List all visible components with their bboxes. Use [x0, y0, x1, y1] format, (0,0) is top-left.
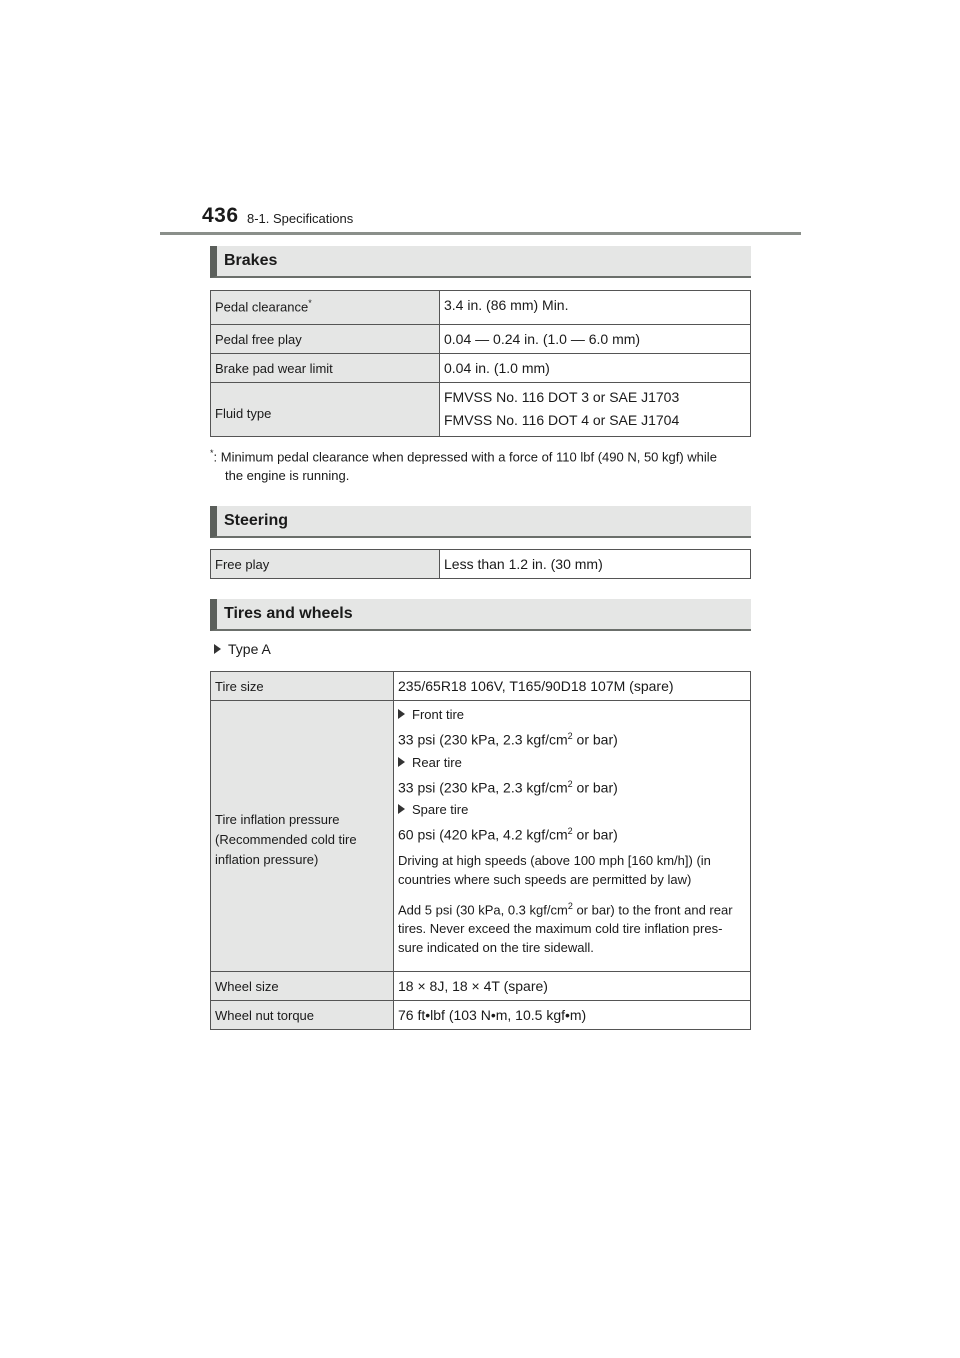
- spare-tire-value: 60 psi (420 kPa, 4.2 kgf/$cm^2$ or bar): [398, 826, 618, 843]
- front-tire-label: Front tire: [398, 707, 746, 722]
- type-a-heading: Type A: [214, 641, 271, 657]
- triangle-bullet-icon: [398, 757, 405, 767]
- row-value: [440, 383, 751, 437]
- tires-table: [210, 671, 751, 1030]
- brakes-heading: [210, 246, 751, 278]
- tires-heading: [210, 599, 751, 631]
- fluid-type-1: FMVSS No. 116 DOT 3 or SAE J1703: [444, 389, 680, 405]
- row-value: 76 ft•lbf (103 N•m, 10.5 kgf•m): [394, 1001, 751, 1030]
- row-value: 3.4 in. (86 mm) Min.: [440, 291, 751, 325]
- table-row: [211, 701, 751, 972]
- section-label: 8-1. Specifications: [247, 211, 354, 226]
- table-row: [211, 1001, 751, 1030]
- page-number: 436: [202, 204, 239, 227]
- high-speed-note: Driving at high speeds (above 100 mph [160 km/h]) (in countries where such speeds are permitted by law): [398, 852, 711, 887]
- row-value: 18 × 8J, 18 × 4T (spare): [394, 972, 751, 1001]
- add-pressure-note: Add 5 psi (30 kPa, 0.3 kgf/$cm^2$ or bar) to the front and rear tires. Never exceed the maximum cold tire inflation pres-sure indicated on the tire sidewall.: [398, 900, 733, 956]
- brakes-title: Brakes: [224, 252, 278, 269]
- page-header: [160, 200, 801, 236]
- row-label: Tire size: [211, 672, 394, 701]
- row-value: Less than 1.2 in. (30 mm): [440, 550, 751, 579]
- row-value: 0.04 — 0.24 in. (1.0 — 6.0 mm): [440, 325, 751, 354]
- table-row: [211, 383, 751, 437]
- spare-tire-label: Spare tire: [398, 802, 746, 817]
- steering-title: Steering: [224, 512, 289, 529]
- steering-heading: [210, 506, 751, 538]
- triangle-bullet-icon: [398, 804, 405, 814]
- row-value: 235/65R18 106V, T165/90D18 107M (spare): [394, 672, 751, 701]
- triangle-bullet-icon: [398, 709, 405, 719]
- row-label: Brake pad wear limit: [211, 354, 440, 383]
- table-row: [211, 550, 751, 579]
- header-rule: [160, 232, 801, 235]
- row-label: Pedal clearance*: [211, 291, 440, 325]
- row-value: 0.04 in. (1.0 mm): [440, 354, 751, 383]
- rear-tire-value: 33 psi (230 kPa, 2.3 kgf/$cm^2$ or bar): [398, 778, 618, 796]
- row-value: [394, 701, 751, 972]
- fluid-type-2: FMVSS No. 116 DOT 4 or SAE J1704: [444, 412, 680, 428]
- row-label: Wheel nut torque: [211, 1001, 394, 1030]
- brakes-table: [210, 290, 751, 437]
- row-label: Wheel size: [211, 972, 394, 1001]
- table-row: [211, 672, 751, 701]
- table-row: [211, 291, 751, 325]
- tires-title: Tires and wheels: [224, 605, 353, 622]
- table-row: [211, 972, 751, 1001]
- triangle-bullet-icon: [214, 644, 221, 654]
- rear-tire-label: Rear tire: [398, 755, 746, 770]
- table-row: [211, 354, 751, 383]
- row-label: Pedal free play: [211, 325, 440, 354]
- brakes-footnote: *: Minimum pedal clearance when depressed with a force of 110 lbf (490 N, 50 kgf) while the engine is running.: [210, 448, 717, 484]
- table-row: [211, 325, 751, 354]
- row-label: Tire inflation pressure (Recommended cold tire inflation pressure): [211, 701, 394, 972]
- row-label: Fluid type: [211, 383, 440, 437]
- steering-table: [210, 549, 751, 579]
- front-tire-value: 33 psi (230 kPa, 2.3 kgf/$cm^2$ or bar): [398, 731, 618, 748]
- row-label: Free play: [211, 550, 440, 579]
